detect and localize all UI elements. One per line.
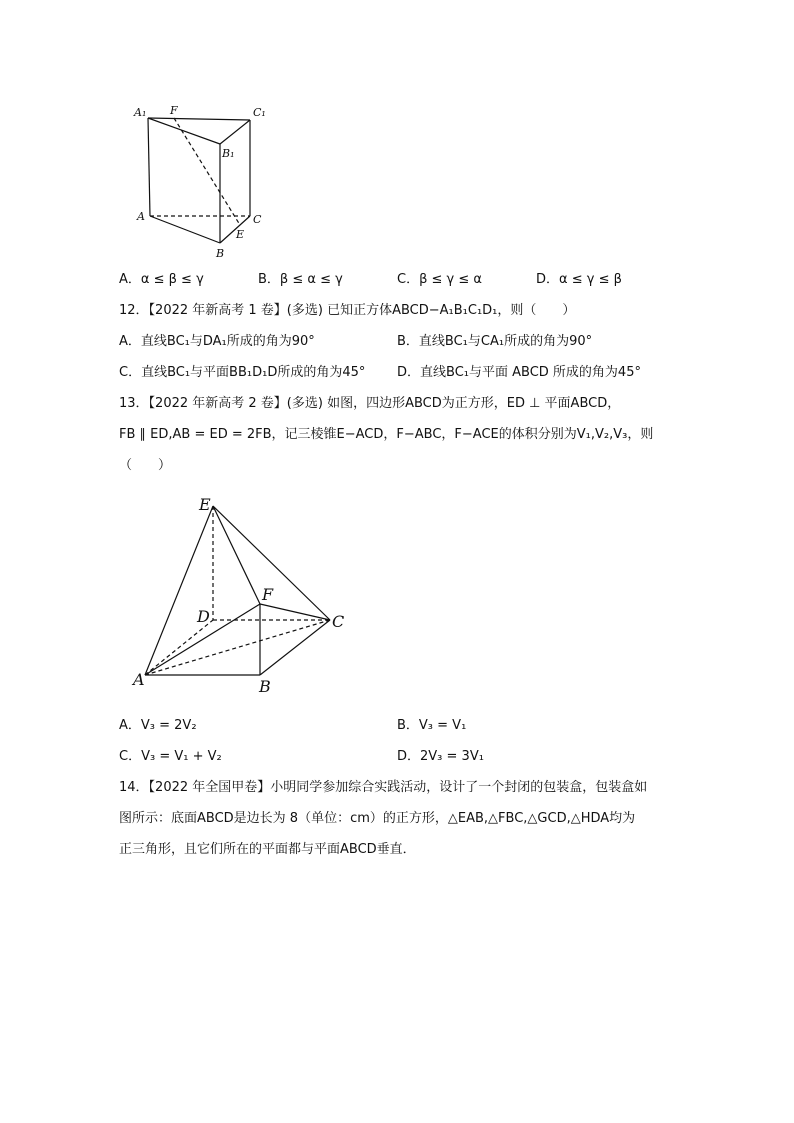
- segment-F-E-hidden: [174, 118, 240, 225]
- label-B: B: [216, 247, 225, 260]
- q14-line2: 图所示：底面ABCD是边长为 8（单位：cm）的正方形，△EAB,△FBC,△GCD,△HDA均为: [119, 811, 636, 826]
- label-B: B: [259, 677, 271, 696]
- q12-option-c[interactable]: C．直线BC₁与平面BB₁D₁D所成的角为45°: [119, 365, 366, 380]
- edge-F-C: [260, 604, 330, 620]
- q11-option-a[interactable]: A．α ≤ β ≤ γ: [119, 272, 204, 287]
- label-F: F: [170, 104, 178, 117]
- figure-prism: [130, 100, 280, 262]
- label-D: D: [197, 607, 210, 626]
- q11-option-b[interactable]: B．β ≤ α ≤ γ: [258, 272, 343, 287]
- edge-E-A: [145, 506, 213, 675]
- q14-line3: 正三角形，且它们所在的平面都与平面ABCD垂直．: [119, 842, 416, 857]
- edge-A-B: [150, 216, 220, 243]
- label-A: A: [133, 670, 145, 689]
- q12-option-a[interactable]: A．直线BC₁与DA₁所成的角为90°: [119, 334, 315, 349]
- q13-stem-line3: （ ）: [119, 458, 172, 473]
- q14-line1: 14．【2022 年全国甲卷】小明同学参加综合实践活动，设计了一个封闭的包装盒，包装盒如: [119, 780, 648, 795]
- edge-B1-C1: [220, 120, 250, 144]
- label-E: E: [236, 228, 245, 241]
- edge-A-A1: [148, 118, 150, 216]
- edge-A-D-hidden: [145, 620, 213, 675]
- label-E: E: [199, 495, 211, 514]
- q12-option-d[interactable]: D．直线BC₁与平面 ABCD 所成的角为45°: [397, 365, 641, 380]
- q13-option-d[interactable]: D．2V₃ = 3V₁: [397, 749, 484, 764]
- figure-solid: [125, 490, 365, 700]
- edge-E-F: [213, 506, 260, 604]
- label-A: A: [137, 210, 145, 223]
- edge-B-C: [260, 620, 330, 675]
- edge-A1-C1: [148, 118, 250, 120]
- label-C: C: [253, 213, 262, 226]
- q13-option-c[interactable]: C．V₃ = V₁ + V₂: [119, 749, 222, 764]
- q13-stem-line2: FB ∥ ED,AB = ED = 2FB，记三棱锥E−ACD，F−ABC，F−ACE的体积分别为V₁,V₂,V₃，则: [119, 427, 654, 442]
- label-B1: B₁: [222, 147, 235, 160]
- q13-option-b[interactable]: B．V₃ = V₁: [397, 718, 467, 733]
- q12-stem: 12．【2022 年新高考 1 卷】(多选) 已知正方体ABCD−A₁B₁C₁D₁，则（ ）: [119, 303, 576, 318]
- q11-option-c[interactable]: C．β ≤ γ ≤ α: [397, 272, 482, 287]
- label-F: F: [262, 585, 274, 604]
- edge-A1-B1: [148, 118, 220, 144]
- q13-stem-line1: 13．【2022 年新高考 2 卷】(多选) 如图，四边形ABCD为正方形，ED ⊥ 平面ABCD，: [119, 396, 621, 411]
- label-C: C: [332, 612, 345, 631]
- edge-A-C-hidden: [145, 620, 330, 675]
- q13-option-a[interactable]: A．V₃ = 2V₂: [119, 718, 197, 733]
- q11-option-d[interactable]: D．α ≤ γ ≤ β: [536, 272, 622, 287]
- q12-option-b[interactable]: B．直线BC₁与CA₁所成的角为90°: [397, 334, 593, 349]
- label-A1: A₁: [134, 106, 147, 119]
- label-C1: C₁: [253, 106, 266, 119]
- edge-B-C: [220, 216, 250, 243]
